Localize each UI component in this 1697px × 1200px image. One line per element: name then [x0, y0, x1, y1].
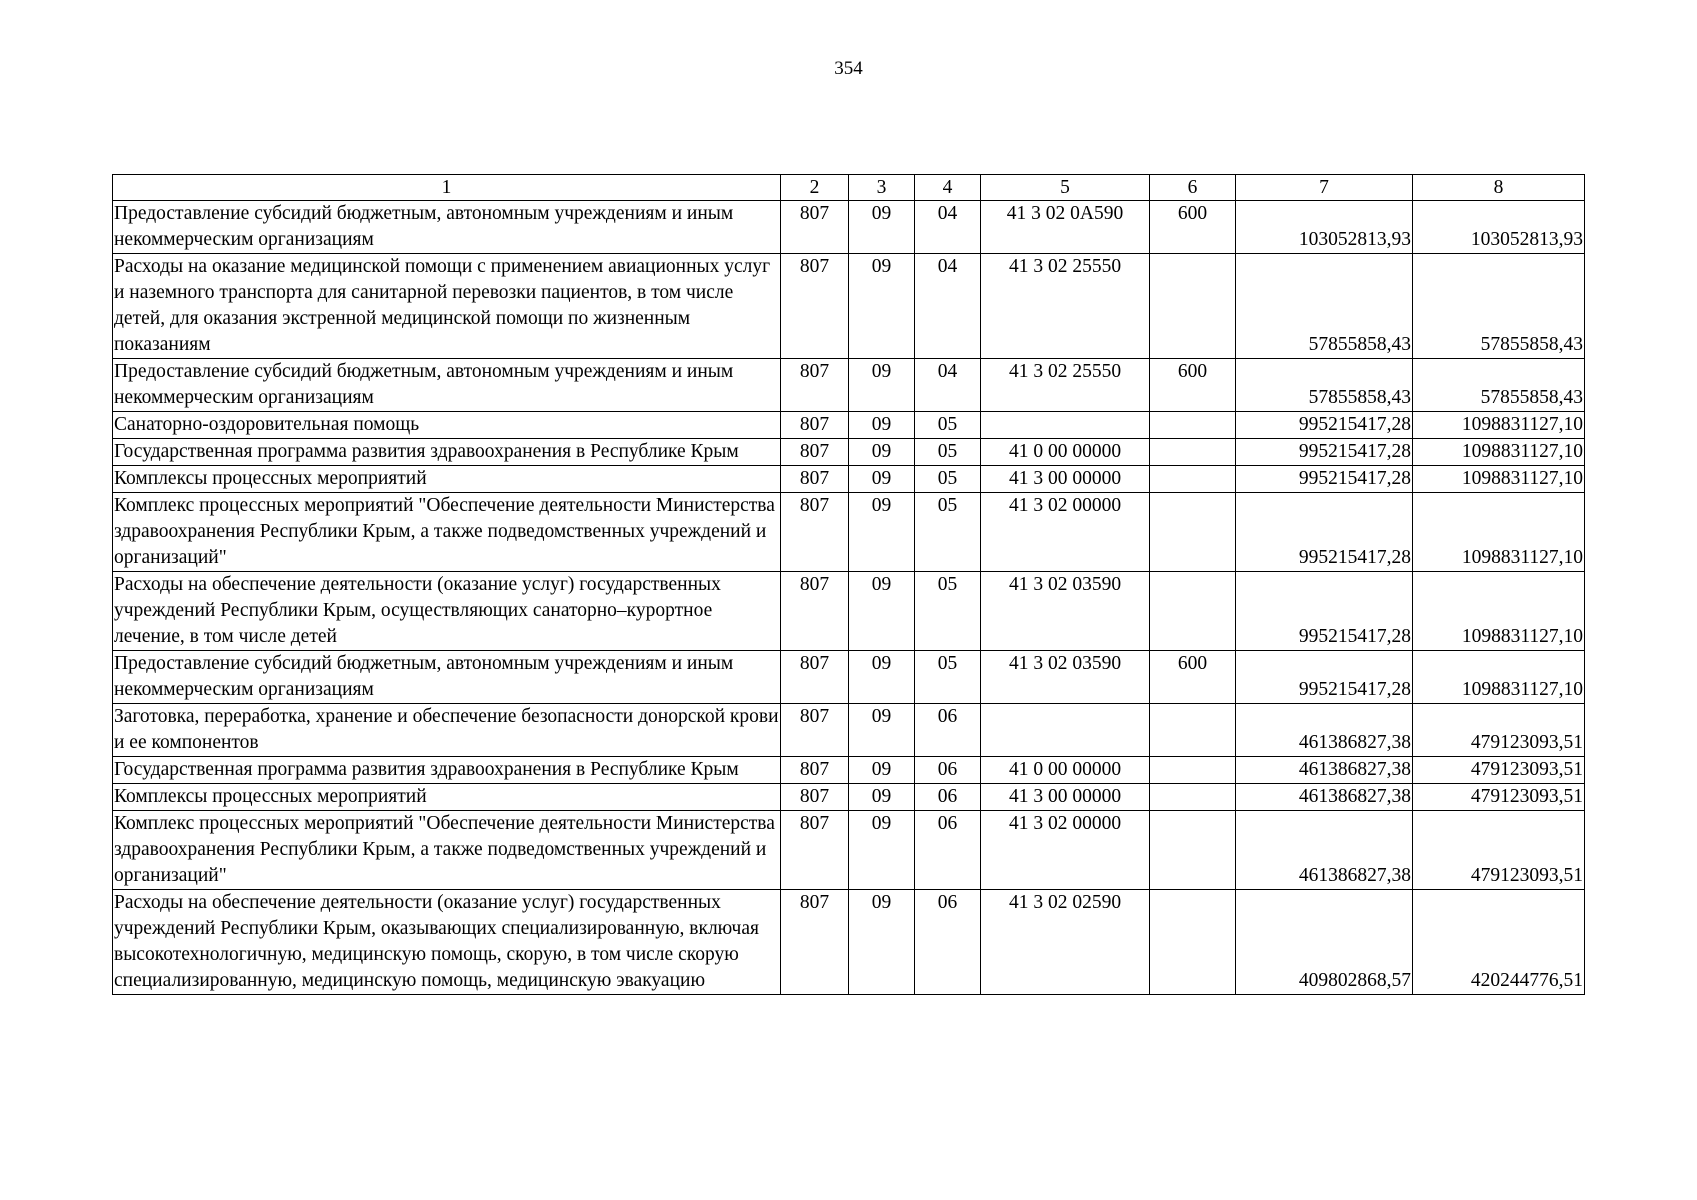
row-target-article: 41 3 02 25550: [981, 359, 1150, 412]
header-row: [113, 175, 1585, 201]
row-subsection: 05: [915, 412, 981, 439]
row-name: Санаторно-оздоровительная помощь: [113, 412, 781, 439]
row-expense-type: [1150, 811, 1236, 890]
row-section: 09: [849, 466, 915, 493]
row-target-article: 41 3 02 00000: [981, 493, 1150, 572]
column-header-3: 3: [849, 175, 915, 201]
row-amount-year-1: 995215417,28: [1236, 439, 1413, 466]
row-amount-year-1: 103052813,93: [1236, 201, 1413, 254]
row-name: Комплекс процессных мероприятий "Обеспечение деятельности Министерства здравоохранения Республики Крым, а также подведомственных учреждений и организаций": [113, 493, 781, 572]
row-gov-code: 807: [781, 493, 849, 572]
row-amount-year-2: 57855858,43: [1413, 254, 1585, 359]
row-amount-year-1: 409802868,57: [1236, 890, 1413, 995]
budget-table: [112, 174, 1585, 995]
row-section: 09: [849, 890, 915, 995]
row-amount-year-1: 57855858,43: [1236, 254, 1413, 359]
row-section: 09: [849, 704, 915, 757]
row-section: 09: [849, 757, 915, 784]
row-expense-type: [1150, 784, 1236, 811]
row-subsection: 05: [915, 439, 981, 466]
row-target-article: 41 3 02 0А590: [981, 201, 1150, 254]
row-name: Расходы на оказание медицинской помощи с применением авиационных услуг и наземного транспорта для санитарной перевозки пациентов, в том числе детей, для оказания экстренной медицинской помощи по жизненным показаниям: [113, 254, 781, 359]
row-amount-year-1: 461386827,38: [1236, 757, 1413, 784]
column-header-4: 4: [915, 175, 981, 201]
row-amount-year-2: 479123093,51: [1413, 757, 1585, 784]
row-section: 09: [849, 439, 915, 466]
row-expense-type: [1150, 466, 1236, 493]
row-section: 09: [849, 412, 915, 439]
row-subsection: 05: [915, 651, 981, 704]
row-gov-code: 807: [781, 466, 849, 493]
row-expense-type: 600: [1150, 359, 1236, 412]
row-expense-type: [1150, 412, 1236, 439]
row-subsection: 06: [915, 890, 981, 995]
row-amount-year-2: 1098831127,10: [1413, 493, 1585, 572]
row-amount-year-2: 103052813,93: [1413, 201, 1585, 254]
row-name: Государственная программа развития здравоохранения в Республике Крым: [113, 439, 781, 466]
row-section: 09: [849, 811, 915, 890]
row-gov-code: 807: [781, 439, 849, 466]
row-amount-year-1: 995215417,28: [1236, 412, 1413, 439]
table-row: [113, 757, 1585, 784]
row-section: 09: [849, 359, 915, 412]
column-header-1: 1: [113, 175, 781, 201]
row-section: 09: [849, 254, 915, 359]
row-subsection: 05: [915, 572, 981, 651]
row-gov-code: 807: [781, 890, 849, 995]
row-section: 09: [849, 651, 915, 704]
table-row: [113, 254, 1585, 359]
row-section: 09: [849, 784, 915, 811]
row-gov-code: 807: [781, 359, 849, 412]
row-gov-code: 807: [781, 651, 849, 704]
row-target-article: 41 3 00 00000: [981, 466, 1150, 493]
row-gov-code: 807: [781, 704, 849, 757]
row-name: Комплекс процессных мероприятий "Обеспечение деятельности Министерства здравоохранения Республики Крым, а также подведомственных учреждений и организаций": [113, 811, 781, 890]
row-gov-code: 807: [781, 784, 849, 811]
row-subsection: 04: [915, 201, 981, 254]
row-amount-year-1: 461386827,38: [1236, 704, 1413, 757]
table-row: [113, 651, 1585, 704]
row-subsection: 05: [915, 493, 981, 572]
row-target-article: [981, 704, 1150, 757]
row-amount-year-2: 1098831127,10: [1413, 412, 1585, 439]
row-expense-type: 600: [1150, 651, 1236, 704]
row-amount-year-2: 1098831127,10: [1413, 651, 1585, 704]
row-section: 09: [849, 201, 915, 254]
row-expense-type: 600: [1150, 201, 1236, 254]
table-row: [113, 201, 1585, 254]
table-row: [113, 811, 1585, 890]
table-row: [113, 890, 1585, 995]
row-subsection: 05: [915, 466, 981, 493]
table-row: [113, 466, 1585, 493]
row-target-article: 41 3 02 25550: [981, 254, 1150, 359]
row-amount-year-2: 1098831127,10: [1413, 439, 1585, 466]
row-expense-type: [1150, 704, 1236, 757]
row-expense-type: [1150, 439, 1236, 466]
row-amount-year-1: 995215417,28: [1236, 572, 1413, 651]
row-subsection: 06: [915, 811, 981, 890]
row-amount-year-1: 461386827,38: [1236, 784, 1413, 811]
row-gov-code: 807: [781, 254, 849, 359]
table-row: [113, 704, 1585, 757]
column-header-6: 6: [1150, 175, 1236, 201]
row-target-article: 41 3 02 00000: [981, 811, 1150, 890]
row-expense-type: [1150, 254, 1236, 359]
column-header-5: 5: [981, 175, 1150, 201]
row-amount-year-2: 420244776,51: [1413, 890, 1585, 995]
table-row: [113, 493, 1585, 572]
row-expense-type: [1150, 572, 1236, 651]
row-amount-year-1: 461386827,38: [1236, 811, 1413, 890]
row-gov-code: 807: [781, 572, 849, 651]
row-subsection: 06: [915, 704, 981, 757]
row-gov-code: 807: [781, 201, 849, 254]
row-subsection: 06: [915, 784, 981, 811]
row-amount-year-1: 995215417,28: [1236, 466, 1413, 493]
row-amount-year-2: 1098831127,10: [1413, 572, 1585, 651]
row-name: Государственная программа развития здравоохранения в Республике Крым: [113, 757, 781, 784]
row-name: Предоставление субсидий бюджетным, автономным учреждениям и иным некоммерческим организациям: [113, 359, 781, 412]
row-name: Предоставление субсидий бюджетным, автономным учреждениям и иным некоммерческим организациям: [113, 651, 781, 704]
row-name: Комплексы процессных мероприятий: [113, 466, 781, 493]
row-amount-year-1: 57855858,43: [1236, 359, 1413, 412]
row-target-article: 41 0 00 00000: [981, 757, 1150, 784]
row-amount-year-1: 995215417,28: [1236, 493, 1413, 572]
column-header-7: 7: [1236, 175, 1413, 201]
row-section: 09: [849, 493, 915, 572]
row-subsection: 04: [915, 254, 981, 359]
row-target-article: [981, 412, 1150, 439]
row-target-article: 41 0 00 00000: [981, 439, 1150, 466]
row-target-article: 41 3 02 02590: [981, 890, 1150, 995]
table-row: [113, 784, 1585, 811]
row-gov-code: 807: [781, 757, 849, 784]
row-amount-year-2: 1098831127,10: [1413, 466, 1585, 493]
column-header-8: 8: [1413, 175, 1585, 201]
row-name: Расходы на обеспечение деятельности (оказание услуг) государственных учреждений Республики Крым, оказывающих специализированную, включая высокотехнологичную, медицинскую помощь, скорую, в том числе скорую специализированную, медицинскую помощь, медицинскую эвакуацию: [113, 890, 781, 995]
table-row: [113, 359, 1585, 412]
row-name: Комплексы процессных мероприятий: [113, 784, 781, 811]
table-body: [113, 201, 1585, 995]
table-row: [113, 412, 1585, 439]
row-amount-year-2: 57855858,43: [1413, 359, 1585, 412]
row-expense-type: [1150, 890, 1236, 995]
row-subsection: 06: [915, 757, 981, 784]
page-number: 354: [834, 58, 863, 79]
column-header-2: 2: [781, 175, 849, 201]
row-expense-type: [1150, 493, 1236, 572]
row-name: Заготовка, переработка, хранение и обеспечение безопасности донорской крови и ее компонентов: [113, 704, 781, 757]
row-gov-code: 807: [781, 412, 849, 439]
row-gov-code: 807: [781, 811, 849, 890]
row-target-article: 41 3 00 00000: [981, 784, 1150, 811]
row-amount-year-2: 479123093,51: [1413, 784, 1585, 811]
row-section: 09: [849, 572, 915, 651]
table-row: [113, 439, 1585, 466]
row-expense-type: [1150, 757, 1236, 784]
row-amount-year-1: 995215417,28: [1236, 651, 1413, 704]
row-target-article: 41 3 02 03590: [981, 572, 1150, 651]
table-row: [113, 572, 1585, 651]
row-name: Предоставление субсидий бюджетным, автономным учреждениям и иным некоммерческим организациям: [113, 201, 781, 254]
row-name: Расходы на обеспечение деятельности (оказание услуг) государственных учреждений Республики Крым, осуществляющих санаторно–курортное лечение, в том числе детей: [113, 572, 781, 651]
row-amount-year-2: 479123093,51: [1413, 704, 1585, 757]
row-target-article: 41 3 02 03590: [981, 651, 1150, 704]
row-amount-year-2: 479123093,51: [1413, 811, 1585, 890]
row-subsection: 04: [915, 359, 981, 412]
